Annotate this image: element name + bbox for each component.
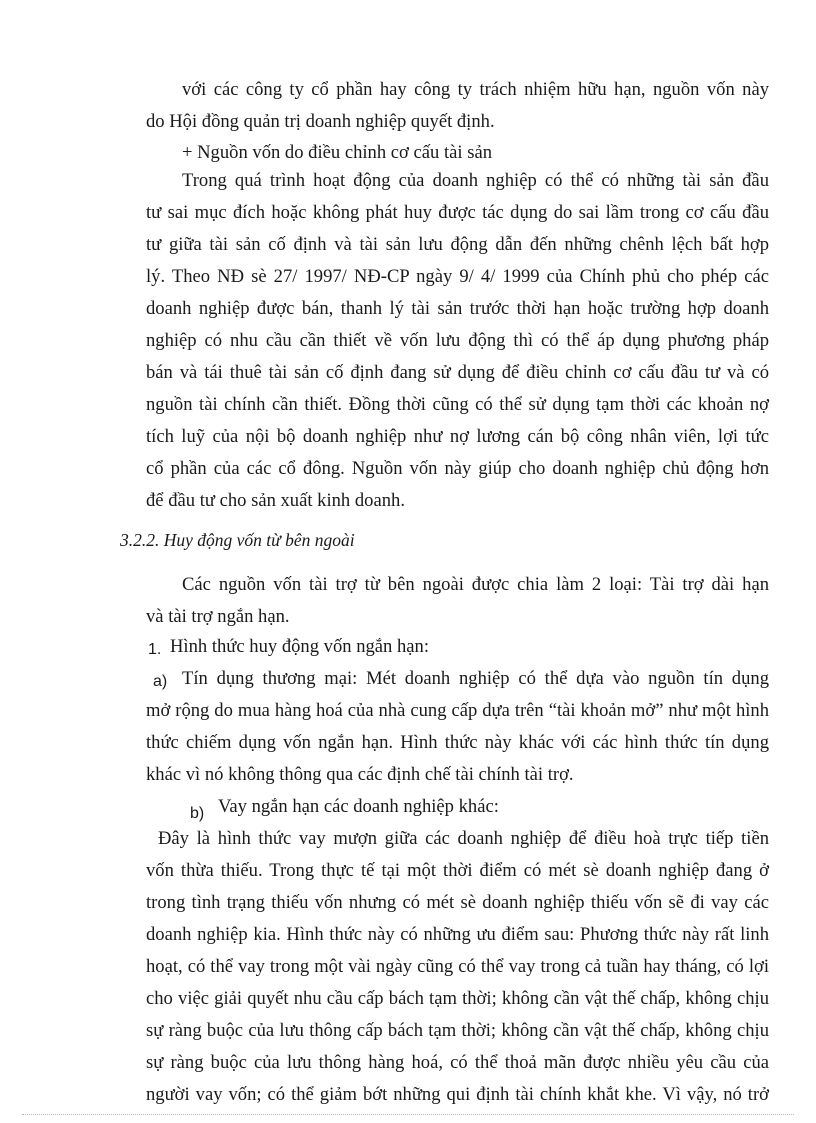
text-line: để đầu tư cho sản xuất kinh doanh. <box>146 490 405 511</box>
text-line: cho việc giải quyết nhu cầu cấp bách tạm thời; không cần vật thế chấp, không chịu <box>146 988 769 1009</box>
page-bottom-border <box>22 1114 794 1115</box>
text-line: Đây là hình thức vay mượn giữa các doanh nghiệp để điều hoà trực tiếp tiền <box>158 828 769 849</box>
text-line: người vay vốn; có thể giảm bớt những qui định tài chính khắt khe. Vì vậy, nó trở <box>146 1084 769 1105</box>
text-line: Các nguồn vốn tài trợ từ bên ngoài được chia làm 2 loại: Tài trợ dài hạn <box>182 574 769 595</box>
text-line: do Hội đồng quản trị doanh nghiệp quyết định. <box>146 111 495 132</box>
text-line: lý. Theo NĐ sè 27/ 1997/ NĐ-CP ngày 9/ 4/ 1999 của Chính phủ cho phép các <box>146 266 769 287</box>
text-line: trong tình trạng thiếu vốn nhưng có mét sè doanh nghiệp thiếu vốn sẽ đi vay các <box>146 892 769 913</box>
text-line: với các công ty cổ phần hay công ty trách nhiệm hữu hạn, nguồn vốn này <box>182 79 769 100</box>
list-item: Hình thức huy động vốn ngắn hạn: <box>170 636 429 657</box>
text-line: sự ràng buộc của lưu thông hàng hoá, có thể thoả mãn được nhiều yêu cầu của <box>146 1052 769 1073</box>
text-line: cổ phần của các cổ đông. Nguồn vốn này giúp cho doanh nghiệp chủ động hơn <box>146 458 769 479</box>
text-line: nguồn tài chính cần thiết. Đồng thời cũng có thể sử dụng tạm thời các khoản nợ <box>146 394 769 415</box>
text-line: Tín dụng thương mại: Mét doanh nghiệp có thể dựa vào nguồn tín dụng <box>182 668 769 689</box>
text-line: nghiệp có nhu cầu cần thiết về vốn lưu động thì có thể áp dụng phương pháp <box>146 330 769 351</box>
text-line: thức chiếm dụng vốn ngắn hạn. Hình thức này khác với các hình thức tín dụng <box>146 732 769 753</box>
text-line: vốn thừa thiếu. Trong thực tế tại một thời điểm có mét sè doanh nghiệp đang ở <box>146 860 769 881</box>
text-line: tư sai mục đích hoặc không phát huy được tác dụng do sai lầm trong cơ cấu đầu <box>146 202 769 223</box>
text-line: hoạt, có thể vay trong một vài ngày cũng có thể vay trong cả tuần hay tháng, có lợi <box>146 956 769 977</box>
text-line: mở rộng do mua hàng hoá của nhà cung cấp dựa trên “tài khoản mở” như một hình <box>146 700 769 721</box>
text-line: khác vì nó không thông qua các định chế tài chính tài trợ. <box>146 764 574 785</box>
list-marker: 1. <box>148 641 162 658</box>
text-line: + Nguồn vốn do điều chỉnh cơ cấu tài sản <box>182 142 493 163</box>
text-line: bán và tái thuê tài sản cố định đang sử dụng để điều chỉnh cơ cấu đầu tư và có <box>146 362 769 383</box>
list-marker: b) <box>190 805 205 822</box>
list-marker: a) <box>153 673 168 690</box>
text-line: và tài trợ ngắn hạn. <box>146 606 290 627</box>
list-item: Vay ngắn hạn các doanh nghiệp khác: <box>218 796 499 817</box>
text-line: tư giữa tài sản cố định và tài sản lưu động dẫn đến những chênh lệch bất hợp <box>146 234 769 255</box>
text-line: doanh nghiệp kia. Hình thức này có những ưu điểm sau: Phương thức này rất linh <box>146 924 769 945</box>
text-line: doanh nghiệp được bán, thanh lý tài sản trước thời hạn hoặc trường hợp doanh <box>146 298 769 319</box>
text-line: sự ràng buộc của lưu thông cấp bách tạm thời; không cần vật thế chấp, không chịu <box>146 1020 769 1041</box>
text-line: tích luỹ của nội bộ doanh nghiệp như nợ lương cán bộ công nhân viên, lợi tức <box>146 426 769 447</box>
text-line: Trong quá trình hoạt động của doanh nghiệp có thể có những tài sản đầu <box>182 170 769 191</box>
section-heading: 3.2.2. Huy động vốn từ bên ngoài <box>120 530 355 550</box>
